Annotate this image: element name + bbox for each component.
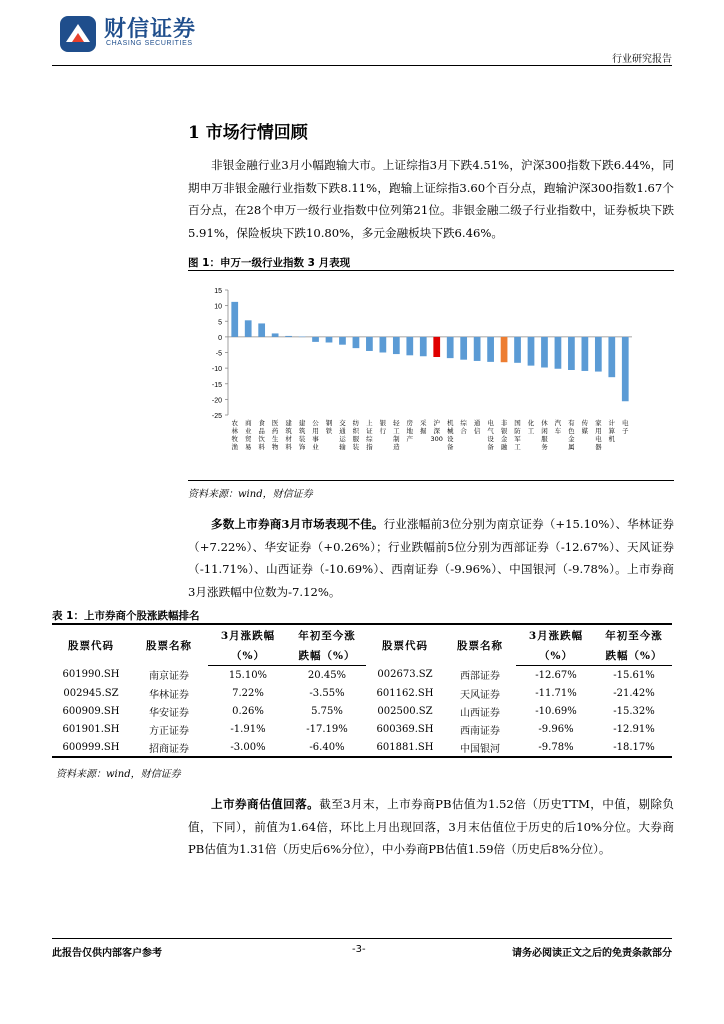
- y-tick-label: 0: [218, 334, 222, 342]
- table-cell: -9.96%: [538, 723, 574, 735]
- bar: [622, 337, 629, 401]
- x-tick-label: 沪深 300: [430, 419, 443, 443]
- table-cell: -12.67%: [535, 669, 577, 681]
- x-tick-label: 纺织服装: [352, 419, 360, 451]
- x-tick-label: 电气设备: [487, 419, 494, 451]
- x-tick-label: 计算机: [608, 419, 616, 443]
- table-title: 表 1：上市券商个股涨跌幅排名: [52, 610, 200, 622]
- y-tick-label: -20: [211, 397, 222, 405]
- header-march-change: 3月涨跌幅: [208, 624, 288, 645]
- header-divider: [52, 65, 672, 66]
- y-tick-label: -10: [211, 366, 222, 374]
- table-row: [52, 684, 672, 702]
- x-tick-label: 电子: [622, 419, 629, 435]
- x-tick-label: 有色金属: [568, 419, 575, 451]
- table-cell: 15.10%: [228, 669, 268, 681]
- bar: [433, 337, 440, 357]
- table-cell: 601881.SH: [366, 738, 444, 757]
- table-cell: 7.22%: [232, 687, 264, 699]
- bar: [501, 337, 508, 362]
- x-tick-label: 综合: [460, 419, 467, 435]
- bar: [555, 337, 562, 369]
- company-logo-icon: [58, 14, 98, 54]
- table-cell: -11.71%: [535, 687, 577, 699]
- bar: [420, 337, 427, 356]
- x-tick-label: 非银金融: [500, 419, 508, 451]
- header-ytd-unit: 跌幅（%）: [288, 645, 366, 666]
- figure-top-rule: [188, 270, 674, 271]
- bar: [460, 337, 467, 360]
- market-review-paragraph: 非银金融行业3月小幅跑输大市。上证综指3月下跌4.51%，沪深300指数下跌6.44%，同期申万非银金融行业指数下跌8.11%，跑输上证综指3.60个百分点，跑输沪深300指数1.67个百分点，在28个申万一级行业指数中位列第21位。非银金融二级子行业指数中，证券板块下跌5.91%，保险板块下跌10.80%，多元金融板块下跌6.46%。: [188, 158, 674, 240]
- bar: [353, 337, 360, 348]
- table-cell: -3.00%: [208, 738, 288, 757]
- bar: [595, 337, 602, 372]
- x-tick-label: 休闲服务: [541, 419, 548, 451]
- footer-disclaimer-right: 请务必阅读正文之后的免责条款部分: [512, 948, 672, 959]
- table-cell: 西部证券: [460, 671, 500, 683]
- header-march-unit: （%）: [208, 645, 288, 666]
- bar: [582, 337, 589, 371]
- table-cell: -9.78%: [516, 738, 596, 757]
- x-tick-label: 商业贸易: [244, 419, 252, 451]
- company-name-en: CHASING SECURITIES: [106, 40, 193, 47]
- table-cell: 西南证券: [460, 725, 500, 737]
- bar: [285, 336, 292, 337]
- bar: [299, 337, 306, 338]
- figure-bottom-rule: [188, 480, 674, 481]
- x-tick-label: 通信: [473, 419, 481, 435]
- table-cell: -3.55%: [309, 687, 345, 699]
- header-ytd-change: 年初至今涨: [288, 624, 366, 645]
- table-source: 资料来源：wind，财信证券: [56, 769, 181, 780]
- header-stock-code: 股票代码: [366, 624, 444, 666]
- section-title: 1 市场行情回顾: [188, 123, 308, 143]
- x-tick-label: 房地产: [406, 419, 414, 443]
- bar: [245, 320, 252, 337]
- table-cell: 中国银河: [444, 738, 516, 757]
- table-cell: 601901.SH: [62, 723, 120, 735]
- x-tick-label: 钢铁: [325, 419, 333, 435]
- y-tick-label: -25: [211, 413, 222, 420]
- figure-title: 图 1：申万一级行业指数 3 月表现: [188, 257, 351, 269]
- table-cell: 002500.SZ: [377, 705, 433, 717]
- x-tick-label: 建筑材料: [285, 419, 292, 451]
- x-tick-label: 交通运输: [339, 419, 346, 451]
- table-cell: -15.32%: [613, 705, 655, 717]
- table-cell: 方正证券: [149, 725, 189, 737]
- x-tick-label: 食品饮料: [258, 419, 265, 451]
- bar: [326, 337, 333, 343]
- table-cell: 20.45%: [307, 669, 347, 681]
- valuation-paragraph: [188, 793, 674, 861]
- report-type: 行业研究报告: [612, 54, 672, 65]
- x-tick-label: 汽车: [554, 419, 562, 435]
- table-cell: -12.91%: [613, 723, 655, 735]
- bar: [393, 337, 400, 354]
- table-row: [52, 720, 672, 738]
- table-cell: 600909.SH: [62, 705, 120, 717]
- bar: [541, 337, 548, 368]
- x-tick-label: 轻工制造: [393, 419, 400, 451]
- x-tick-label: 采掘: [420, 419, 427, 435]
- table-cell: 华安证券: [149, 707, 189, 719]
- table-cell: -1.91%: [230, 723, 266, 735]
- valuation-lead: 上市券商估值回落。: [211, 797, 320, 811]
- bar: [231, 302, 238, 337]
- table-cell: 002945.SZ: [63, 687, 119, 699]
- x-tick-label: 农林牧渔: [231, 419, 238, 451]
- valuation-text: 截至3月末，上市券商PB估值为1.52倍（历史TTM，中值，剔除负值，下同），前值为1.64倍，环比上月出现回落，3月末估值位于历史的后10%分位。大券商PB估值为1.31倍（历史后6%分位），中小券商PB估值1.59倍（历史后8%分位）。: [188, 797, 674, 856]
- table-row: [52, 666, 672, 685]
- broker-performance-text: 行业涨幅前3位分别为南京证券（+15.10%）、华林证券（+7.22%）、华安证券（+0.26%）；行业跌幅前5位分别为西部证券（-12.67%）、天风证券（-11.71%）、山西证券（-10.69%）、西南证券（-9.96%）、中国银河（-9.78%）。上市券商3月涨跌幅中位数为-7.12%。: [188, 517, 674, 599]
- table-cell: -17.19%: [306, 723, 348, 735]
- header-march-unit: （%）: [516, 645, 596, 666]
- table-cell: 600999.SH: [52, 738, 130, 757]
- bar: [514, 337, 521, 363]
- bar: [406, 337, 413, 355]
- header-stock-code: 股票代码: [52, 624, 130, 666]
- header-stock-name: 股票名称: [130, 624, 208, 666]
- bar: [487, 337, 494, 362]
- y-tick-label: -15: [211, 381, 222, 389]
- broker-performance-lead: 多数上市券商3月市场表现不佳。: [211, 517, 384, 531]
- header-ytd-change: 年初至今涨: [596, 624, 672, 645]
- footer-divider: [52, 938, 672, 939]
- bar: [608, 337, 615, 377]
- table-row: [52, 738, 672, 757]
- broker-performance-paragraph: [188, 513, 674, 603]
- table-cell: 601162.SH: [376, 687, 434, 699]
- bar: [528, 337, 535, 366]
- table-cell: -15.61%: [613, 669, 655, 681]
- header-stock-name: 股票名称: [444, 624, 516, 666]
- table-cell: 0.26%: [232, 705, 264, 717]
- industry-index-bar-chart: [196, 280, 666, 480]
- bar: [447, 337, 454, 358]
- x-tick-label: 银行: [379, 419, 387, 435]
- y-tick-label: 10: [214, 303, 222, 311]
- x-tick-label: 上证综指: [366, 419, 373, 451]
- bar: [258, 323, 265, 336]
- table-cell: -21.42%: [613, 687, 655, 699]
- table-row: [52, 702, 672, 720]
- x-tick-label: 传媒: [581, 419, 589, 435]
- y-tick-label: 15: [214, 288, 222, 295]
- table-cell: 招商证券: [130, 738, 208, 757]
- header-ytd-unit: 跌幅（%）: [596, 645, 672, 666]
- x-tick-label: 国防军工: [514, 419, 521, 451]
- x-tick-label: 机械设备: [446, 419, 454, 451]
- bar: [272, 333, 279, 336]
- x-tick-label: 公用事业: [312, 419, 319, 451]
- page-number: -3-: [352, 944, 366, 955]
- y-tick-label: -5: [215, 350, 222, 358]
- company-name-cn: 财信证券: [104, 17, 197, 42]
- x-tick-label: 家用电器: [595, 419, 602, 451]
- bar: [568, 337, 575, 370]
- table-cell: 天风证券: [460, 689, 500, 701]
- figure-source: 资料来源：wind，财信证券: [188, 489, 313, 500]
- broker-ranking-table: [52, 623, 672, 758]
- table-cell: 华林证券: [149, 689, 189, 701]
- bar: [380, 337, 387, 353]
- bar: [312, 337, 319, 342]
- table-cell: 600369.SH: [376, 723, 434, 735]
- y-tick-label: 5: [218, 319, 222, 327]
- table-cell: -10.69%: [535, 705, 577, 717]
- table-cell: -18.17%: [596, 738, 672, 757]
- x-tick-label: 医药生物: [271, 419, 279, 451]
- bar: [366, 337, 373, 351]
- bar: [339, 337, 346, 345]
- table-cell: 5.75%: [311, 705, 343, 717]
- table-cell: 002673.SZ: [377, 669, 433, 681]
- x-tick-label: 建筑装饰: [298, 419, 306, 451]
- table-cell: 南京证券: [149, 671, 189, 683]
- table-cell: 601990.SH: [62, 669, 120, 681]
- footer-disclaimer-left: 此报告仅供内部客户参考: [52, 948, 162, 959]
- header-march-change: 3月涨跌幅: [516, 624, 596, 645]
- x-tick-label: 化工: [527, 419, 535, 435]
- table-cell: -6.40%: [288, 738, 366, 757]
- table-cell: 山西证券: [460, 707, 500, 719]
- bar: [474, 337, 481, 361]
